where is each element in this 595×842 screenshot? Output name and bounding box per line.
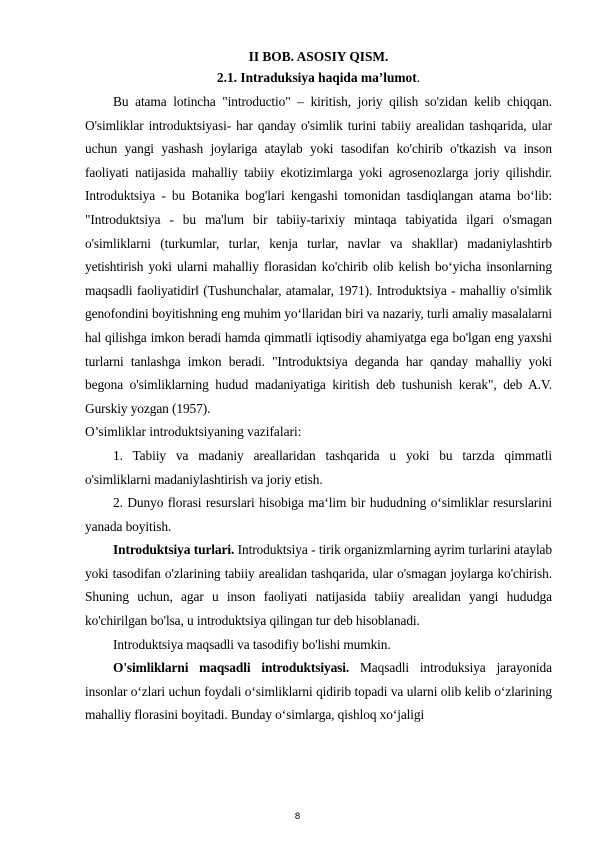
purposeful-introduction-term: O'simliklarni maqsadli introduktsiyasi. bbox=[113, 660, 350, 676]
introduction-types-term: Introduktsiya turlari. bbox=[113, 542, 235, 558]
chapter-title: II BOB. ASOSIY QISM. bbox=[248, 49, 389, 64]
introduction-types-text: Introduktsiya - tirik organizmlarning ayrim turlarini ataylab yoki tasodifan o'zlarining tabiiy arealidan tashqarida, ular o'smagan joylarga ko'chirish. Shuning uchun, agar u inson faoliyati natijasida tabiiy arealidan yangi hududga ko'chirilgan bo'lsa, u introduktsiya qilingan tur deb hisoblanadi. bbox=[85, 542, 552, 629]
introduction-kinds-paragraph: Introduktsiya maqsadli va tasodifiy bo'lishi mumkin. bbox=[113, 636, 391, 652]
page-number: 8 bbox=[294, 812, 301, 822]
purposeful-introduction-text: Maqsadli introduksiya jarayonida insonlar o‘zlari uchun foydali o‘simliklarni qidirib topadi va ularni olib kelib o‘zlarining mahalliy florasini boyitadi. Bunday o‘simlarga, qishloq xo‘jaligi bbox=[85, 660, 552, 723]
purposeful-introduction-paragraph bbox=[85, 656, 552, 727]
tasks-heading: O’simliklar introduktsiyaning vazifalari: bbox=[85, 424, 302, 440]
task-item-1: 1. Tabiiy va madaniy areallaridan tashqarida u yoki bu tarzda qimmatli o'simliklarni madaniylashtirish va joriy etish. bbox=[85, 447, 552, 487]
task-item-2: 2. Dunyo florasi resurslari hisobiga ma‘lim bir hududning o‘simliklar resurslarini yanada boyitish. bbox=[85, 495, 552, 534]
intro-paragraph: Bu atama lotincha "introductio" – kiritish, joriy qilish so'zidan kelib chiqqan. O'simliklar introduktsiyasi- har qanday o'simlik turini tabiiy arealidan tashqarida, ular uchun yangi yashash joylariga ataylab yoki tasodifan ko'chirib o'tkazish va inson faoliyati natijasida mahalliy tabiiy ekotizimlarga yoki agrosenozlarga joriy qilishdir. Introduktsiya - bu Botanika bog'lari kengashi tomonidan tasdiqlangan atama bo‘lib: "Introduktsiya - bu ma'lum bir tabiiy-tarixiy mintaqa tabiyatida ilgari o'smagan o'simliklarni (turkumlar, turlar, kenja turlar, navlar va shakllar) madaniylashtirb yetishtirish yoki ularni mahalliy florasidan ko'chirib olib kelish bo‘yicha insonlarning maqsadli faoliyatidir‖ (Tushunchalar, atamalar, 1971). Introduktsiya - mahalliy o'simlik genofondini boyitishning eng muhim yo‘llaridan biri va nazariy, turli amaliy masalalarni hal qilishga imkon beradi hamda qimmatli iqtisodiy ahamiyatga ega bo'lgan eng yaxshi turlarni tanlashga imkon beradi. "Introduktsiya deganda har qanday mahalliy yoki begona o'simliklarning hudud madaniyatiga kiritish deb tushunish kerak", deb A.V. Gurskiy yozgan (1957). bbox=[85, 94, 552, 416]
document-page bbox=[85, 46, 552, 727]
introduction-types-paragraph bbox=[85, 538, 552, 632]
section-title bbox=[85, 67, 552, 88]
section-title-period: . bbox=[416, 70, 421, 85]
section-title-text: 2.1. Intraduksiya haqida ma’lumot bbox=[216, 70, 417, 85]
